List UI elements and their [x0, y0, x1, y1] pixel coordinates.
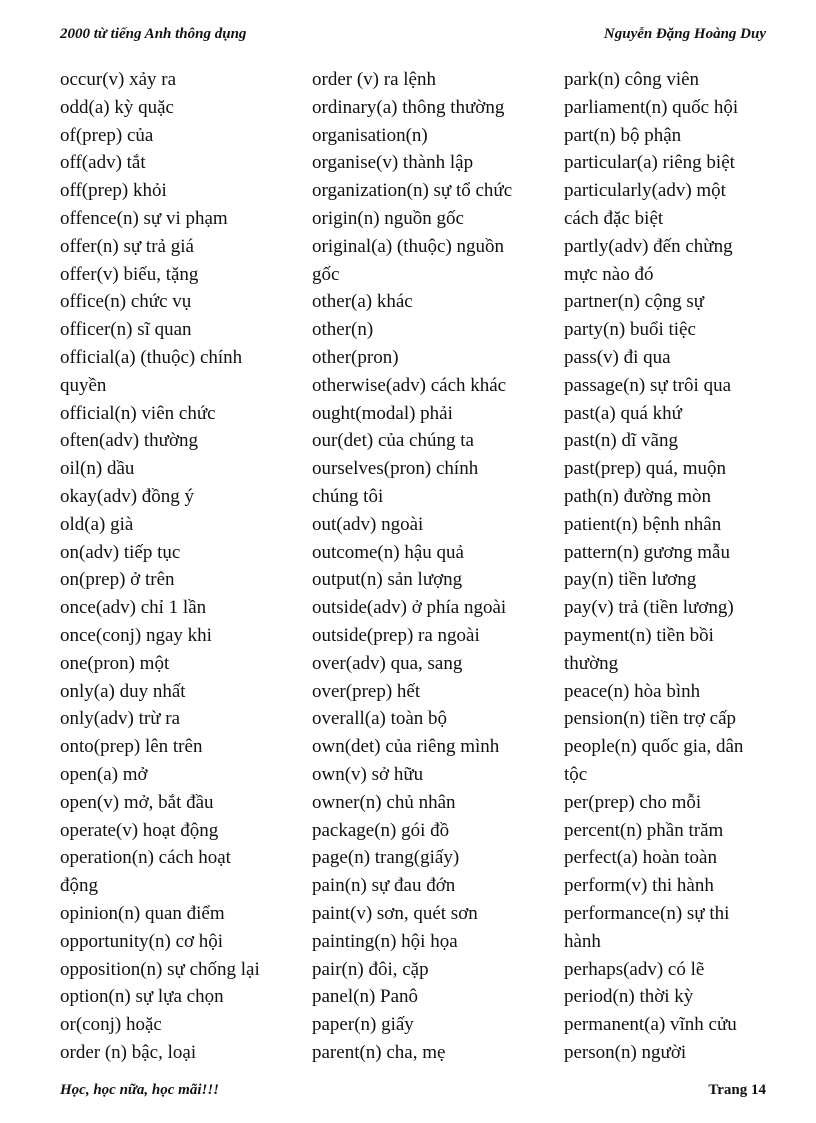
vocab-entry-line: part(n) bộ phận: [564, 124, 682, 146]
vocab-entry-line: cách đặc biệt: [564, 207, 664, 229]
vocab-entry-line: once(conj) ngay khi: [60, 624, 212, 646]
vocab-entry-line: own(det) của riêng mình: [312, 736, 500, 758]
vocab-entry-line: open(v) mở, bắt đầu: [60, 791, 214, 813]
vocab-entry-line: operation(n) cách hoạt: [60, 847, 231, 869]
vocab-entry-line: ourselves(pron) chính: [312, 458, 479, 480]
vocab-entry-line: park(n) công viên: [564, 69, 700, 90]
vocab-entry-line: period(n) thời kỳ: [564, 986, 694, 1008]
vocab-entry-line: our(det) của chúng ta: [312, 430, 474, 452]
vocab-entry-line: pattern(n) gương mẫu: [564, 541, 730, 563]
vocab-entry-line: other(a) khác: [312, 291, 413, 313]
vocab-entry-line: percent(n) phần trăm: [564, 819, 724, 841]
vocab-entry-line: or(conj) hoặc: [60, 1014, 162, 1036]
vocab-entry-line: payment(n) tiền bồi: [564, 624, 714, 646]
vocab-entry-line: option(n) sự lựa chọn: [60, 986, 224, 1008]
vocab-entry-line: quyền: [60, 374, 107, 396]
vocab-entry-line: once(adv) chỉ 1 lần: [60, 597, 207, 619]
vocab-entry-line: patient(n) bệnh nhân: [564, 513, 722, 535]
vocab-entry-line: past(a) quá khứ: [564, 402, 682, 424]
vocab-entry-line: tộc: [564, 763, 588, 785]
vocab-entry-line: onto(prep) lên trên: [60, 736, 203, 758]
vocab-entry-line: origin(n) nguồn gốc: [312, 207, 464, 229]
vocab-entry-line: on(prep) ở trên: [60, 569, 175, 591]
vocab-entry-line: out(adv) ngoài: [312, 513, 424, 535]
vocab-entry-line: often(adv) thường: [60, 430, 199, 452]
vocab-entry-line: old(a) già: [60, 513, 134, 535]
vocab-entry-line: owner(n) chủ nhân: [312, 791, 456, 813]
vocab-entry-line: past(prep) quá, muộn: [564, 458, 726, 480]
vocab-entry-line: mực nào đó: [564, 263, 654, 285]
vocab-entry-line: other(n): [312, 319, 374, 341]
vocab-entry-line: package(n) gói đồ: [312, 819, 450, 841]
vocab-entry-line: party(n) buổi tiệc: [564, 319, 696, 341]
vocab-entry-line: oil(n) dầu: [60, 458, 135, 480]
vocab-entry-line: paint(v) sơn, quét sơn: [312, 902, 478, 924]
vocab-entry-line: thường: [564, 652, 619, 674]
vocab-entry-line: only(adv) trừ ra: [60, 708, 181, 730]
vocab-entry-line: okay(adv) đồng ý: [60, 485, 195, 507]
vocab-entry-line: order (n) bậc, loại: [60, 1041, 197, 1063]
vocab-entry-line: other(pron): [312, 346, 399, 368]
vocab-entry-line: pair(n) đôi, cặp: [312, 958, 429, 980]
vocab-entry-line: only(a) duy nhất: [60, 680, 186, 702]
vocab-entry-line: officer(n) sĩ quan: [60, 319, 192, 341]
vocab-entry-line: offence(n) sự vi phạm: [60, 207, 228, 229]
vocab-entry-line: parent(n) cha, mẹ: [312, 1041, 446, 1063]
author-name: Nguyễn Đặng Hoàng Duy: [603, 26, 766, 42]
vocab-entry-line: on(adv) tiếp tục: [60, 541, 181, 563]
vocab-entry-line: person(n) người: [564, 1041, 687, 1063]
vocab-entry-line: organisation(n): [312, 124, 428, 146]
vocab-entry-line: gốc: [312, 263, 340, 285]
vocab-entry-line: page(n) trang(giấy): [312, 847, 460, 869]
vocab-entry-line: path(n) đường mòn: [564, 485, 711, 507]
vocab-entry-line: official(n) viên chức: [60, 402, 216, 424]
vocab-entry-line: động: [60, 875, 98, 897]
vocab-entry-line: pay(n) tiền lương: [564, 569, 697, 591]
vocab-entry-line: output(n) sản lượng: [312, 569, 463, 591]
vocab-entry-line: perfect(a) hoàn toàn: [564, 847, 717, 869]
vocab-entry-line: organise(v) thành lập: [312, 152, 474, 174]
vocab-entry-line: pain(n) sự đau đớn: [312, 875, 456, 897]
vocab-entry-line: partner(n) cộng sự: [564, 291, 705, 313]
vocab-entry-line: paper(n) giấy: [312, 1014, 414, 1036]
vocab-entry-line: partly(adv) đến chừng: [564, 235, 733, 257]
vocab-entry-line: opinion(n) quan điểm: [60, 902, 225, 924]
vocab-entry-line: odd(a) kỳ quặc: [60, 96, 174, 118]
vocab-entry-line: past(n) dĩ vãng: [564, 430, 678, 452]
vocab-entry-line: outside(prep) ra ngoài: [312, 624, 480, 646]
vocab-entry-line: over(adv) qua, sang: [312, 652, 463, 674]
vocab-entry-line: perform(v) thi hành: [564, 875, 714, 897]
vocab-entry-line: over(prep) hết: [312, 680, 421, 702]
vocab-entry-line: office(n) chức vụ: [60, 291, 192, 313]
vocab-entry-line: offer(n) sự trả giá: [60, 235, 194, 257]
vocab-entry-line: ordinary(a) thông thường: [312, 96, 505, 118]
vocab-entry-line: pension(n) tiền trợ cấp: [564, 708, 737, 730]
vocab-column-3: [564, 66, 743, 1067]
footer-motto: Học, học nữa, học mãi!!!: [60, 1082, 220, 1098]
vocab-entry-line: original(a) (thuộc) nguồn: [312, 235, 505, 257]
vocab-column-2: [312, 66, 512, 1067]
vocab-entry-line: outside(adv) ở phía ngoài: [312, 597, 507, 619]
page-header: [60, 22, 766, 50]
vocab-entry-line: order (v) ra lệnh: [312, 69, 436, 90]
vocab-entry-line: official(a) (thuộc) chính: [60, 346, 243, 368]
vocab-entry-line: particular(a) riêng biệt: [564, 152, 735, 174]
vocab-entry-line: passage(n) sự trôi qua: [564, 374, 732, 396]
vocab-entry-line: pay(v) trả (tiền lương): [564, 597, 734, 619]
vocab-entry-line: own(v) sở hữu: [312, 763, 424, 785]
vocab-entry-line: panel(n) Panô: [312, 986, 419, 1008]
vocab-entry-line: operate(v) hoạt động: [60, 819, 219, 841]
vocab-entry-line: outcome(n) hậu quả: [312, 541, 464, 563]
vocab-entry-line: offer(v) biếu, tặng: [60, 263, 199, 285]
vocab-entry-line: opportunity(n) cơ hội: [60, 930, 224, 952]
vocab-entry-line: open(a) mở: [60, 763, 148, 785]
vocab-entry-line: permanent(a) vĩnh cửu: [564, 1014, 737, 1036]
vocab-entry-line: otherwise(adv) cách khác: [312, 374, 507, 396]
vocab-entry-line: of(prep) của: [60, 124, 154, 146]
page-number: Trang 14: [708, 1082, 766, 1098]
vocab-entry-line: per(prep) cho mỗi: [564, 791, 702, 813]
vocab-entry-line: perhaps(adv) có lẽ: [564, 958, 705, 980]
vocab-entry-line: chúng tôi: [312, 485, 384, 507]
vocab-column-1: [60, 66, 260, 1067]
vocab-entry-line: performance(n) sự thi: [564, 902, 730, 924]
vocab-entry-line: particularly(adv) một: [564, 180, 726, 202]
vocab-entry-line: parliament(n) quốc hội: [564, 96, 739, 118]
vocab-entry-line: people(n) quốc gia, dân: [564, 736, 744, 758]
vocab-entry-line: pass(v) đi qua: [564, 346, 671, 368]
vocab-entry-line: hành: [564, 930, 601, 952]
page-footer: [60, 1082, 766, 1106]
vocab-entry-line: ought(modal) phải: [312, 402, 453, 424]
vocab-entry-line: off(adv) tắt: [60, 152, 146, 174]
vocab-entry-line: occur(v) xảy ra: [60, 69, 177, 90]
vocab-entry-line: overall(a) toàn bộ: [312, 708, 448, 730]
vocab-entry-line: peace(n) hòa bình: [564, 680, 701, 702]
vocab-entry-line: one(pron) một: [60, 652, 170, 674]
vocab-entry-line: painting(n) hội họa: [312, 930, 458, 952]
vocab-entry-line: off(prep) khỏi: [60, 180, 167, 202]
vocab-entry-line: organization(n) sự tổ chức: [312, 180, 513, 202]
vocab-entry-line: opposition(n) sự chống lại: [60, 958, 260, 980]
document-title: 2000 từ tiếng Anh thông dụng: [60, 26, 247, 42]
